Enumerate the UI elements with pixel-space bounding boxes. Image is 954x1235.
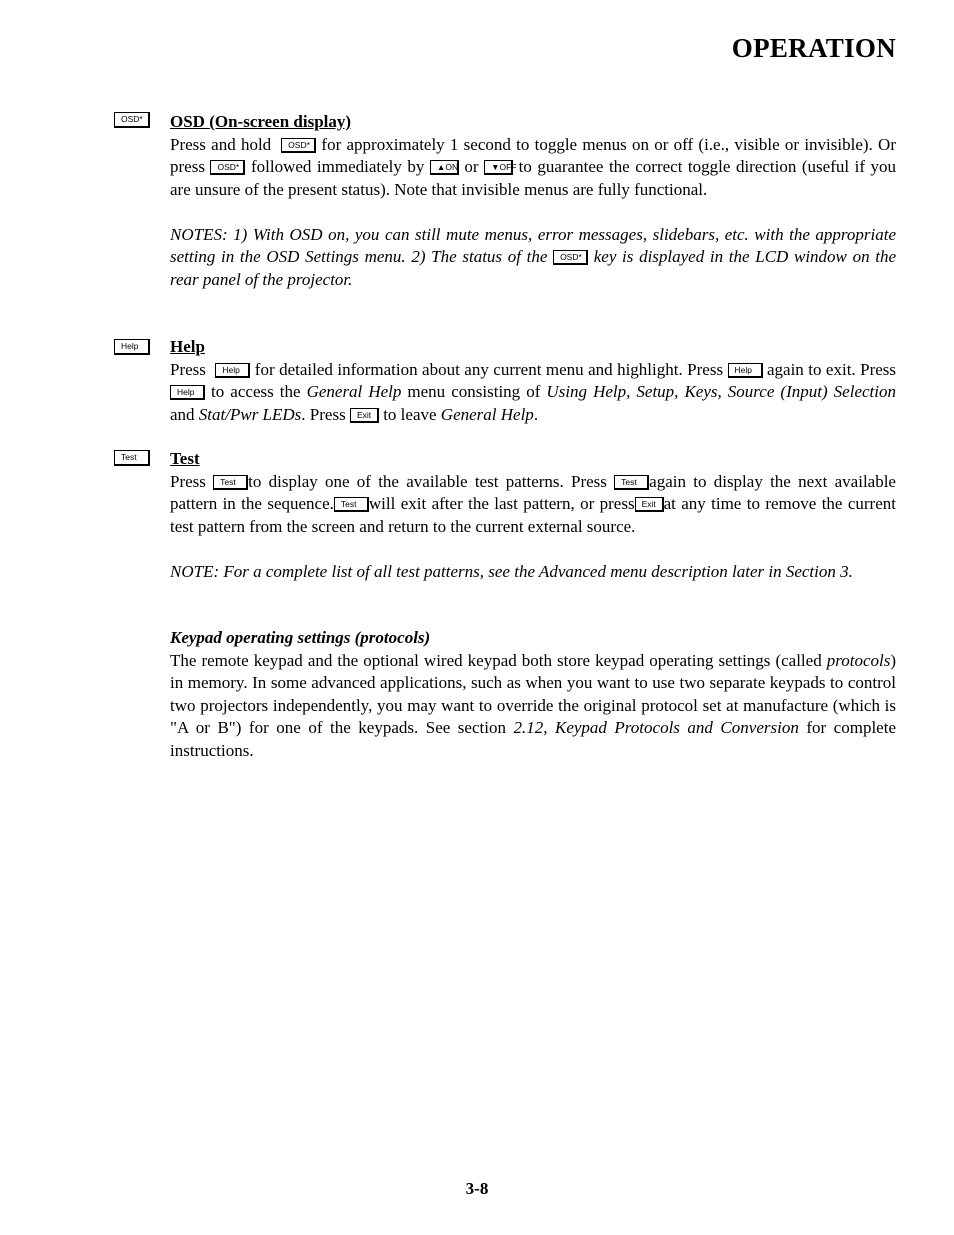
test-key-icon: Test	[213, 475, 248, 490]
text-run: to display one of the available test patterns. Press	[248, 471, 615, 491]
text-run: Stat/Pwr LEDs	[198, 404, 302, 424]
test-section-body	[170, 471, 896, 539]
help-section-title: Help	[170, 337, 205, 356]
test-section	[170, 448, 896, 583]
keypad-section	[170, 627, 896, 762]
text-run: . Press	[301, 404, 350, 424]
help-key-icon: Help	[215, 363, 250, 378]
osd-key-icon: OSD*	[281, 138, 316, 153]
on-key-icon: ▲ON	[430, 160, 459, 175]
text-run: and	[170, 404, 199, 424]
help-section-body	[170, 359, 896, 427]
text-run: will exit after the last pattern, or press	[368, 494, 635, 513]
text-run: again to display the next available pattern in the sequence.	[170, 471, 896, 513]
text-run: followed immediately by	[245, 157, 430, 176]
off-key-icon: ▼OFF	[484, 160, 513, 175]
test-key-icon: Test	[614, 475, 649, 490]
text-run: for approximately 1 second to toggle menus on or off (i.e., visible or invisible). Or press	[170, 134, 896, 176]
help-key-icon: Help	[728, 363, 763, 378]
text-run: for detailed information about any current menu and highlight. Press	[250, 359, 728, 379]
text-run: or	[458, 157, 485, 176]
osd-section-title: OSD (On-screen display)	[170, 112, 352, 131]
test-key-icon: Test	[334, 497, 369, 512]
text-run: protocols	[826, 650, 891, 670]
text-run: ) in memory. In some advanced applications, such as when you want to use two separate keypads to control two projectors independently, you may want to override the original protocol set at manufacture (which is "A or B") for one of the keypads. See section	[170, 650, 896, 737]
text-run: .	[533, 404, 539, 424]
osd-key-icon: OSD*	[114, 112, 150, 128]
osd-key-icon: OSD*	[210, 160, 245, 175]
text-run: Press	[170, 359, 211, 379]
osd-section-note	[170, 224, 896, 292]
text-run: for complete instructions.	[170, 718, 896, 760]
text-run: to access the	[205, 382, 307, 401]
osd-section	[170, 111, 896, 291]
help-key-icon: Help	[170, 385, 205, 400]
text-run: Press	[170, 471, 214, 491]
text-run: to guarantee the correct toggle direction (useful if you are unsure of the present status). Note that invisible menus are fully functional.	[170, 157, 896, 199]
help-section	[170, 336, 896, 426]
test-section-title: Test	[170, 449, 200, 468]
text-run: key is displayed in the LCD window on the rear panel of the projector.	[170, 247, 897, 289]
osd-section-body	[170, 134, 896, 202]
help-key-icon: Help	[114, 339, 150, 355]
text-run: NOTES: 1) With OSD on, you can still mute menus, error messages, slidebars, etc. with the appropriate setting in the OSD Settings menu. 2) The status of the	[170, 224, 896, 266]
exit-key-icon: Exit	[350, 408, 379, 423]
text-run: to leave	[378, 404, 441, 424]
text-run: 2.12, Keypad Protocols and Conversion	[513, 718, 799, 737]
page-number: 3-8	[465, 1179, 489, 1198]
text-run: at any time to remove the current test pattern from the screen and return to the current external source.	[170, 494, 896, 536]
text-run: The remote keypad and the optional wired keypad both store keypad operating settings (called	[170, 650, 827, 670]
text-run: Using Help, Setup, Keys, Source (Input) Selection	[546, 382, 896, 401]
text-run: menu consisting of	[401, 382, 547, 401]
page-header-title: OPERATION	[731, 33, 896, 63]
text-run: Press and hold	[170, 134, 272, 154]
test-key-icon: Test	[114, 450, 150, 466]
text-run: again to exit. Press	[762, 359, 897, 379]
osd-key-icon: OSD*	[553, 250, 588, 265]
text-run: General Help	[440, 404, 534, 424]
exit-key-icon: Exit	[635, 497, 664, 512]
text-run: General Help	[306, 382, 402, 401]
keypad-section-title: Keypad operating settings (protocols)	[170, 628, 431, 647]
test-section-note: NOTE: For a complete list of all test patterns, see the Advanced menu description later in Section 3.	[170, 561, 853, 581]
keypad-section-body	[170, 650, 896, 763]
